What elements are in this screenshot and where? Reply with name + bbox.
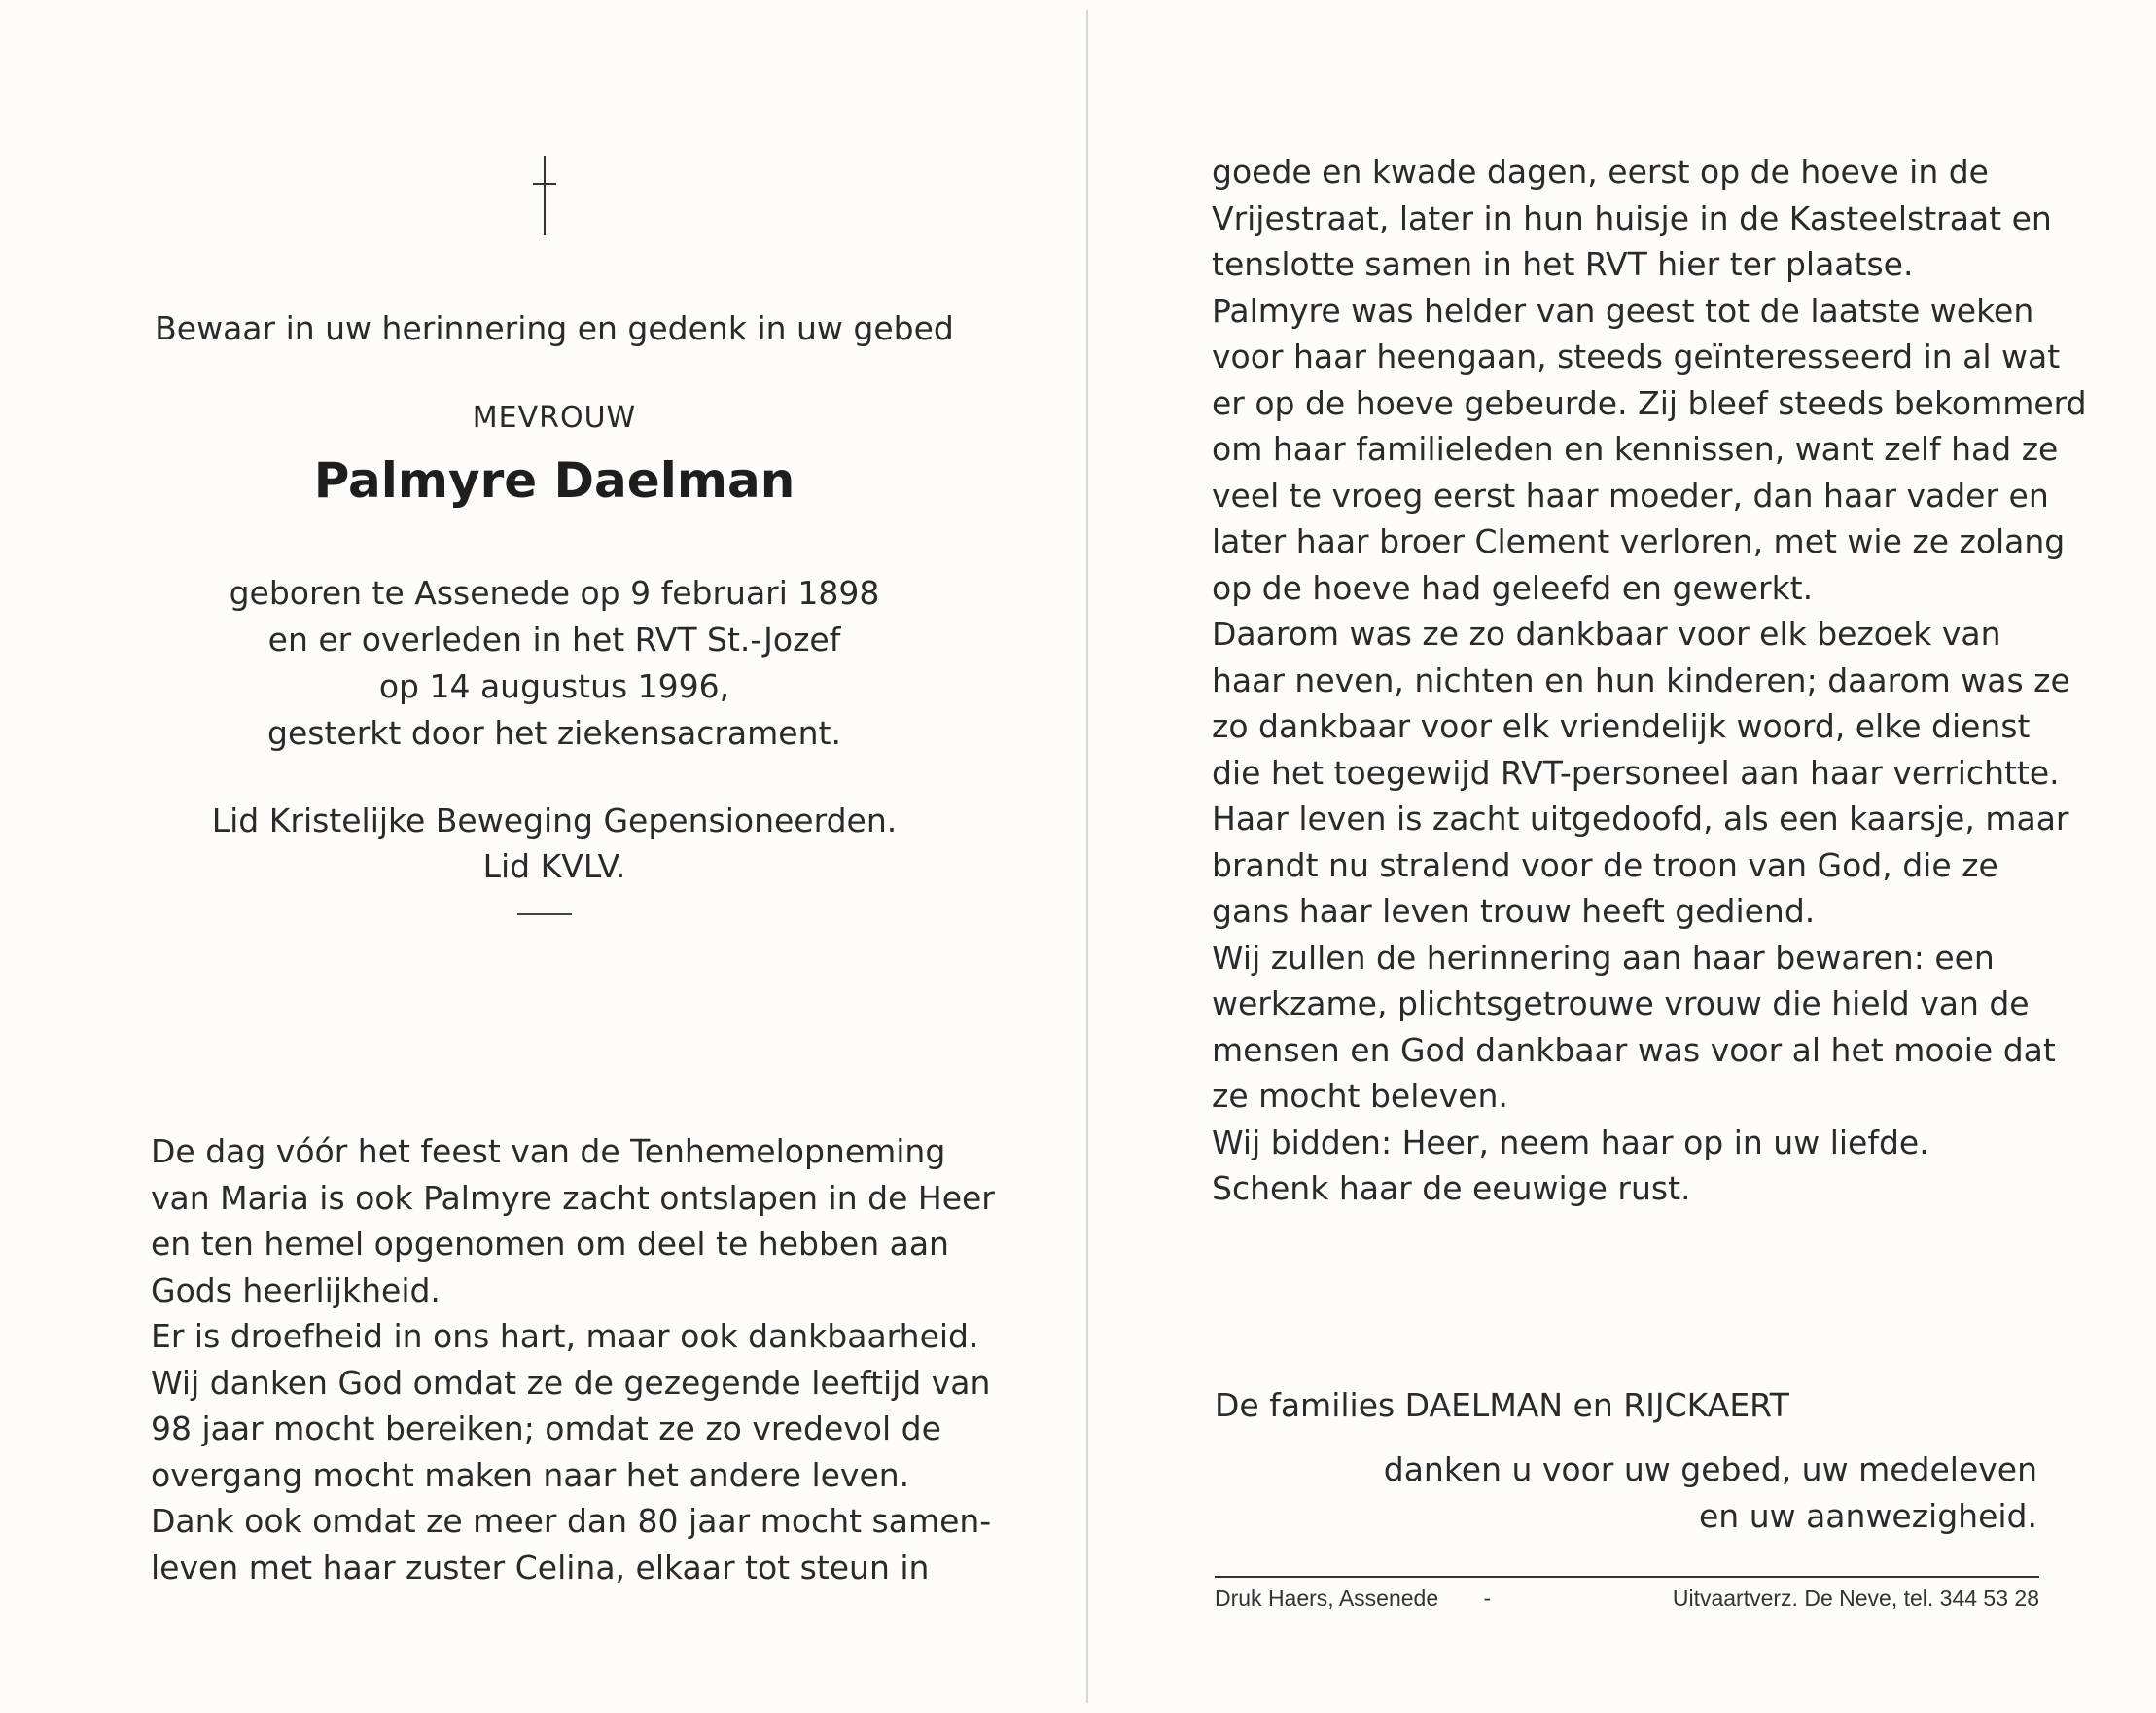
bio-line: en er overleden in het RVT St.-Jozef — [267, 621, 841, 659]
story-line: brandt nu stralend voor de troon van God, die ze — [1212, 845, 1998, 884]
story-line: om haar familieleden en kennissen, want zelf had ze — [1212, 430, 2059, 468]
story-line: Daarom was ze zo dankbaar voor elk bezoek van — [1212, 615, 2001, 653]
story-line: leven met haar zuster Celina, elkaar tot steun in — [151, 1548, 930, 1587]
bio-line: geboren te Assenede op 9 februari 1898 — [229, 574, 880, 612]
story-line: op de hoeve had geleefd en gewerkt. — [1212, 568, 1814, 607]
story-line: werkzame, plichtsgetrouwe vrouw die hield van de — [1212, 984, 2030, 1022]
bio-block — [126, 570, 982, 757]
story-line: veel te vroeg eerst haar moeder, dan haar vader en — [1212, 476, 2049, 515]
story-line: Vrijestraat, later in hun huisje in de Kasteelstraat en — [1212, 198, 2052, 237]
bio-line: op 14 augustus 1996, — [378, 667, 730, 705]
story-line: tenslotte samen in het RVT hier ter plaatse. — [1212, 245, 1914, 283]
story-line: Palmyre was helder van geest tot de laatste weken — [1212, 291, 2034, 330]
story-line: voor haar heengaan, steeds geïnteresseerd in al wat — [1212, 338, 2061, 375]
thanks-block — [1384, 1446, 2037, 1540]
story-line: Wij bidden: Heer, neem haar op in uw liefde. — [1212, 1123, 1929, 1161]
cross-icon — [533, 156, 556, 235]
story-line: die het toegewijd RVT-personeel aan haar verrichtte. — [1212, 753, 2060, 792]
story-line: haar neven, nichten en hun kinderen; daarom was ze — [1212, 660, 2070, 699]
story-line: later haar broer Clement verloren, met wie ze zolang — [1212, 522, 2066, 560]
story-left — [151, 1128, 995, 1590]
membership-line: Lid KVLV. — [482, 847, 626, 885]
story-line: Schenk haar de eeuwige rust. — [1212, 1169, 1691, 1207]
story-line: mensen en God dankbaar was voor al het mooie dat — [1212, 1030, 2056, 1069]
story-line: Haar leven is zacht uitgedoofd, als een kaarsje, maar — [1212, 800, 2069, 838]
page-fold — [1086, 10, 1088, 1703]
deceased-name: Palmyre Daelman — [313, 452, 795, 509]
bio-line: gesterkt door het ziekensacrament. — [267, 714, 841, 752]
story-line: gans haar leven trouw heeft gediend. — [1212, 892, 1816, 930]
story-line: en ten hemel opgenomen om deel te hebben aan — [151, 1225, 949, 1263]
undertaker-credit: Uitvaartverz. De Neve, tel. 344 53 28 — [1672, 1586, 2039, 1611]
story-line: er op de hoeve gebeurde. Zij bleef steeds bekommerd — [1212, 383, 2087, 422]
story-line: zo dankbaar voor elk vriendelijk woord, elke dienst — [1212, 707, 2031, 745]
footer-separator: - — [1483, 1586, 1492, 1611]
story-line: van Maria is ook Palmyre zacht ontslapen in de Heer — [151, 1178, 995, 1217]
families-signature: De families DAELMAN en RIJCKAERT — [1215, 1386, 1789, 1424]
story-line: Er is droefheid in ons hart, maar ook dankbaarheid. — [151, 1317, 979, 1355]
story-right — [1212, 149, 2087, 1212]
thanks-line: danken u voor uw gebed, uw medeleven — [1383, 1450, 2037, 1488]
membership-line: Lid Kristelijke Beweging Gepensioneerden. — [211, 802, 898, 839]
story-line: 98 jaar mocht bereiken; omdat ze zo vredevol de — [151, 1410, 941, 1447]
story-line: Dank ook omdat ze meer dan 80 jaar mocht samen- — [151, 1502, 992, 1540]
title-prefix: MEVROUW — [472, 401, 637, 435]
story-line: Wij zullen de herinnering aan haar bewaren: een — [1212, 938, 1995, 977]
story-line: ze mocht beleven. — [1212, 1077, 1508, 1115]
printer-credit — [1215, 1586, 1491, 1612]
footer — [1215, 1586, 2039, 1612]
printer-name: Druk Haers, Assenede — [1215, 1586, 1439, 1611]
story-line: goede en kwade dagen, eerst op de hoeve in de — [1212, 153, 1989, 191]
story-line: Wij danken God omdat ze de gezegende leeftijd van — [151, 1363, 991, 1402]
divider — [517, 913, 572, 915]
thanks-line: en uw aanwezigheid. — [1698, 1497, 2037, 1535]
story-line: De dag vóór het feest van de Tenhemelopneming — [151, 1132, 946, 1170]
story-line: Gods heerlijkheid. — [151, 1270, 441, 1309]
memberships-block — [126, 798, 982, 889]
footer-rule — [1215, 1576, 2039, 1578]
intro-text: Bewaar in uw herinnering en gedenk in uw gebed — [155, 309, 954, 347]
story-line: overgang mocht maken naar het andere leven. — [151, 1455, 910, 1494]
